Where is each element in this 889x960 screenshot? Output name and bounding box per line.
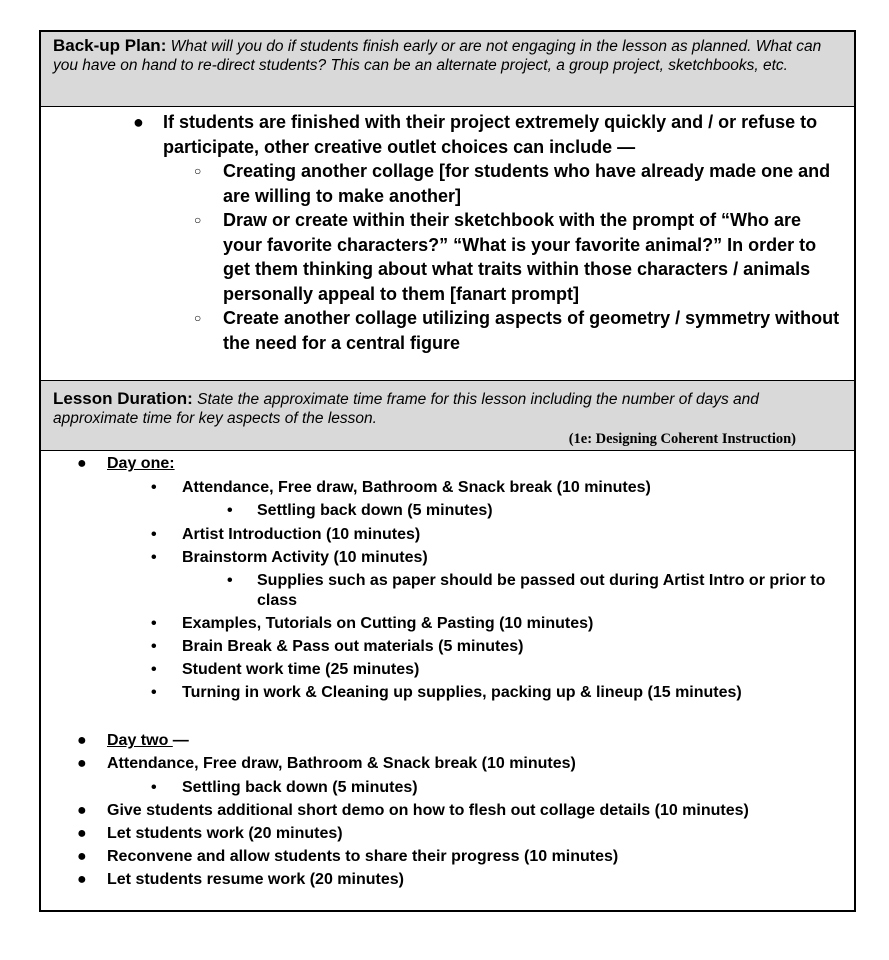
backup-plan-header-text (53, 36, 848, 75)
bullet: ○ (194, 164, 202, 178)
bullet: ● (133, 112, 144, 132)
backup-sub-item: Draw or create within their sketchbook with the prompt of “Who are your favorite characters?” “What is your favorite animal?” In order to get them thinking about what traits within those characters / animals personally appeal to them [fanart prompt] (223, 210, 817, 304)
bullet: ● (77, 802, 87, 819)
day-one-item: Examples, Tutorials on Cutting & Pasting (10 minutes) (182, 615, 594, 632)
day-one-title: Day one: (107, 455, 175, 472)
standard-reference: (1e: Designing Coherent Instruction) (568, 431, 796, 447)
lesson-duration-header-text (53, 389, 848, 428)
bullet: ● (77, 455, 87, 472)
backup-plan-label: Back-up Plan: (53, 36, 167, 55)
bullet: ● (77, 825, 87, 842)
day-one-item: Brain Break & Pass out materials (5 minutes) (182, 638, 524, 655)
bullet: ○ (194, 311, 202, 325)
bullet: • (151, 615, 157, 632)
day-one-item: Artist Introduction (10 minutes) (182, 526, 421, 543)
backup-sub-item: Creating another collage [for students who have already made one and are willing to make another] (223, 161, 831, 206)
bullet: ● (77, 755, 87, 772)
day-two-item: Give students additional short demo on how to flesh out collage details (10 minutes) (107, 802, 749, 819)
backup-plan-content (41, 107, 854, 381)
day-two-item: Let students resume work (20 minutes) (107, 871, 404, 888)
bullet: ● (77, 871, 87, 888)
day-two-subitem: Settling back down (5 minutes) (182, 779, 418, 796)
day-two-item: Let students work (20 minutes) (107, 825, 343, 842)
bullet: ○ (194, 213, 202, 227)
bullet: • (151, 779, 157, 796)
day-two-title: Day two — (107, 732, 189, 749)
day-two-item: Reconvene and allow students to share their progress (10 minutes) (107, 848, 619, 865)
bullet: • (227, 502, 233, 519)
bullet: • (151, 638, 157, 655)
lesson-duration-content (41, 451, 854, 910)
day-one-item: Brainstorm Activity (10 minutes) (182, 549, 428, 566)
day-one-item: Student work time (25 minutes) (182, 661, 420, 678)
bullet: ● (77, 732, 87, 749)
day-one-subitem: Supplies such as paper should be passed out during Artist Intro or prior to class (257, 572, 826, 609)
lesson-duration-label: Lesson Duration: (53, 389, 193, 408)
bullet: • (151, 549, 157, 566)
bullet: • (151, 684, 157, 701)
bullet: • (227, 572, 233, 589)
day-one-item: Attendance, Free draw, Bathroom & Snack break (10 minutes) (182, 479, 651, 496)
lesson-duration-header (41, 381, 854, 451)
day-two-item: Attendance, Free draw, Bathroom & Snack break (10 minutes) (107, 755, 576, 772)
lesson-plan-table (39, 30, 856, 912)
day-one-item: Turning in work & Cleaning up supplies, packing up & lineup (15 minutes) (182, 684, 742, 701)
backup-plan-description: What will you do if students finish early or are not engaging in the lesson as planned. What can you have on hand to re-direct students? This can be an alternate project, a group project, sketchbooks, etc. (53, 38, 822, 74)
backup-main-item: If students are finished with their project extremely quickly and / or refuse to participate, other creative outlet choices can include — (163, 112, 818, 157)
bullet: • (151, 661, 157, 678)
bullet: • (151, 479, 157, 496)
bullet: ● (77, 848, 87, 865)
backup-sub-item: Create another collage utilizing aspects of geometry / symmetry without the need for a central figure (223, 308, 840, 353)
lesson-duration-description: State the approximate time frame for this lesson including the number of days and approximate time for key aspects of the lesson. (53, 391, 759, 427)
backup-plan-header (41, 32, 854, 107)
day-one-subitem: Settling back down (5 minutes) (257, 502, 493, 519)
bullet: • (151, 526, 157, 543)
